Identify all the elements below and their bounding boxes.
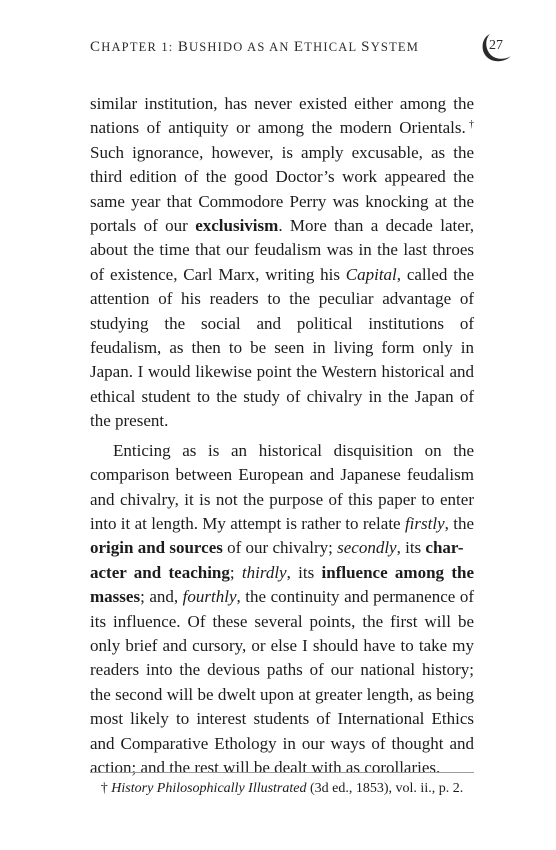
italic-title: Capital xyxy=(345,264,397,284)
header-title-part: YSTEM xyxy=(370,40,420,54)
header-title-part: THICAL xyxy=(304,40,362,54)
text-run: ; and, xyxy=(140,587,183,607)
italic-term: fourthly xyxy=(182,587,237,607)
footnote-title: History Philosophically Illustrated xyxy=(111,781,307,796)
text-run: of our chivalry; xyxy=(222,538,338,558)
text-run: Enticing as is an historical disquisition on the comparison between European and Japanese feudalism and chivalry, it is not the purpose of this paper to enter into it at length. My attempt is rather to relate xyxy=(90,440,474,533)
italic-term: thirdly xyxy=(241,562,287,582)
header-title-initial: B xyxy=(177,39,190,55)
footnote-dagger: † xyxy=(100,781,112,796)
body-text xyxy=(90,92,474,780)
header-title-part: USHIDO AS AN xyxy=(189,40,294,54)
italic-term: secondly xyxy=(337,538,397,558)
text-run: ; xyxy=(229,562,242,582)
bold-term: char- acter and teaching xyxy=(90,538,464,582)
footnote xyxy=(90,780,474,798)
header-title-initial: S xyxy=(361,39,371,55)
text-run: , its xyxy=(286,562,322,582)
footnote-citation: (3d ed., 1853), vol. ii., p. 2. xyxy=(306,781,464,796)
bold-term: influence among the masses xyxy=(90,562,474,607)
paragraph xyxy=(90,439,474,781)
italic-term: firstly xyxy=(404,513,445,533)
bold-term: exclusivism xyxy=(195,216,279,236)
text-run: acter and teaching xyxy=(90,562,230,582)
header-title-initial: E xyxy=(293,39,305,55)
page-number: 27 xyxy=(489,38,503,53)
text-run: , called the attention of his readers to the peculiar advantage of studying the social and political institutions of feudalism, as then to be seen in living form only in Japan. I would likewise point the Western historical and ethical student to the study of chivalry in the Japan of the present. xyxy=(90,264,474,431)
footnote-divider xyxy=(90,772,474,773)
text-run: char xyxy=(425,538,458,558)
text-run: similar institution, has never existed either among the nations of antiquity or among the modern Orientals. xyxy=(90,94,474,138)
page-number-ornament xyxy=(478,30,516,64)
text-run: , its xyxy=(396,538,426,558)
running-header xyxy=(90,39,419,56)
header-chapter-initial: C xyxy=(90,39,102,55)
text-run: . More than a decade later, about the time that our feudalism was in the last throes of existence, Carl Marx, writing his xyxy=(90,216,474,284)
footnote-marker: † xyxy=(465,119,474,131)
paragraph xyxy=(90,92,474,434)
text-run: , the continuity and permanence of its influence. Of these several points, the first will be only brief and cursory, or else I should have to take my readers into the devious paths of our national history; the second will be dwelt upon at greater length, as being most likely to interest students of International Ethics and Comparative Ethology in our ways of thought and action; and the rest will be dealt with as corollaries. xyxy=(90,587,474,777)
text-run: , the xyxy=(444,513,474,533)
header-chapter-rest: HAPTER 1: xyxy=(101,40,178,54)
bold-term: origin and sources xyxy=(90,538,223,558)
text-run: Such ignorance, however, is amply excusable, as the third edition of the good Doctor’s work appeared the same year that Commodore Perry was knocking at the portals of our xyxy=(90,142,474,236)
